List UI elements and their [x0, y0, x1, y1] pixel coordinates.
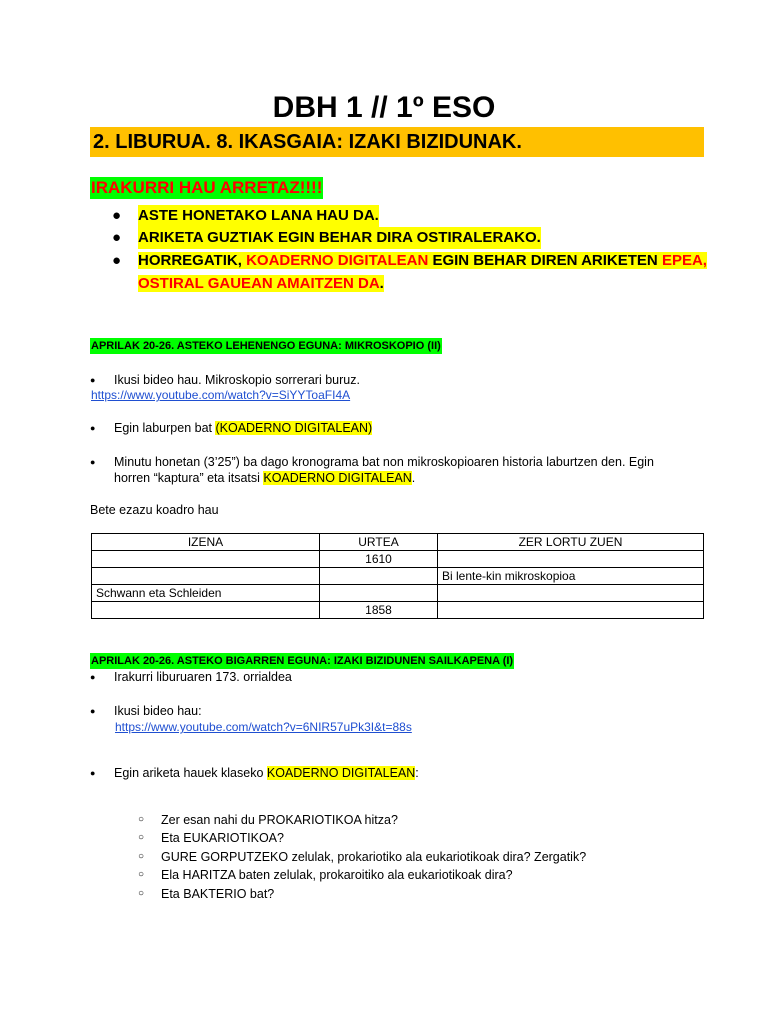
hollow-bullet-icon: ○ [138, 851, 145, 862]
table-header-row [92, 534, 704, 551]
table-cell[interactable] [320, 585, 438, 602]
table-cell[interactable]: Schwann eta Schleiden [92, 585, 320, 602]
bullet-icon: ● [90, 768, 96, 778]
table-cell[interactable] [320, 568, 438, 585]
bullet-icon: ● [112, 207, 122, 224]
table-cell[interactable]: 1858 [320, 602, 438, 619]
intro-bullet-text: ASTE HONETAKO LANA HAU DA. [138, 205, 379, 227]
bullet-icon: ● [112, 229, 122, 246]
warning-heading: IRAKURRI HAU ARRETAZ!!!! [91, 178, 323, 197]
history-table [91, 533, 704, 619]
table-intro: Bete ezazu koadro hau [90, 503, 219, 517]
table-cell[interactable] [92, 602, 320, 619]
youtube-link-2[interactable]: https://www.youtube.com/watch?v=6NIR57uPk3I&t=88s [115, 720, 412, 734]
hollow-bullet-icon: ○ [138, 832, 145, 843]
table-cell[interactable]: Bi lente-kin mikroskopioa [438, 568, 704, 585]
lesson-subtitle: 2. LIBURUA. 8. IKASGAIA: IZAKI BIZIDUNAK. [90, 127, 704, 157]
intro-bullet-text: HORREGATIK, KOADERNO DIGITALEAN EGIN BEHAR DIREN ARIKETEN EPEA, [138, 252, 707, 269]
column-header: IZENA [92, 534, 320, 551]
column-header: ZER LORTU ZUEN [438, 534, 704, 551]
bullet-icon: ● [90, 706, 96, 716]
hollow-bullet-icon: ○ [138, 869, 145, 880]
table-row [92, 551, 704, 568]
table-cell[interactable]: 1610 [320, 551, 438, 568]
youtube-link-1[interactable]: https://www.youtube.com/watch?v=SiYYToaFI4A [91, 388, 351, 402]
table-row [92, 585, 704, 602]
table-cell[interactable] [438, 551, 704, 568]
hollow-bullet-icon: ○ [138, 814, 145, 825]
page-title: DBH 1 // 1º ESO [272, 91, 496, 124]
hollow-bullet-icon: ○ [138, 888, 145, 899]
table-cell[interactable] [438, 585, 704, 602]
table-row [92, 602, 704, 619]
section2-heading: APRILAK 20-26. ASTEKO BIGARREN EGUNA: IZAKI BIZIDUNEN SAILKAPENA (I) [91, 655, 514, 667]
section1-heading: APRILAK 20-26. ASTEKO LEHENENGO EGUNA: MIKROSKOPIO (II) [91, 340, 441, 352]
bullet-icon: ● [90, 423, 96, 433]
table-row [92, 568, 704, 585]
intro-bullet-text: ARIKETA GUZTIAK EGIN BEHAR DIRA OSTIRALERAKO. [138, 227, 541, 249]
bullet-icon: ● [90, 672, 96, 682]
table-cell[interactable] [92, 568, 320, 585]
table-cell[interactable] [92, 551, 320, 568]
table-cell[interactable] [438, 602, 704, 619]
column-header: URTEA [320, 534, 438, 551]
document-page: DBH 1 // 1º ESO 2. LIBURUA. 8. IKASGAIA: IZAKI BIZIDUNAK. IRAKURRI HAU ARRETAZ!!!! ● ASTE HONETAKO LANA HAU DA. ● ARIKETA GUZTIAK EGIN BEHAR DIRA OSTIRALERAKO. ● HORREGATIK, KOADERNO DIGITALEAN EGIN BEHAR DIREN ARIKETEN EPEA, OSTIRAL GAUEAN AMAITZEN DA. APRILAK 20-26. ASTEKO LEHENENGO EGUNA: MIKROSKOPIO (II) ● Ikusi bideo hau. Mikroskopio sorrerari buruz. https://www.youtube.com/watch?v=SiYYToaFI4A ● Egin laburpen bat (KOADERNO DIGITALEAN) ● Minutu honetan (3’25”) ba dago kronograma bat non mikroskopioaren historia laburtzen den. Egin horren “kaptura” eta itsatsi KOADERNO DIGITALEAN. Bete ezazu koadro hau IZENA URTEA ZER LORTU ZUEN 1610 Bi lente-kin mikroskopioa Schwann eta Schleiden 1858 APRILAK 20-26. ASTEKO BIGARREN EGUNA: IZAKI BIZIDUNEN SAILKAPENA (I) ● Irakurri liburuaren 173. orrialdea ● Ikusi bideo hau: https://www.youtube.com/watch?v=6NIR57uPk3I&t=88s ● Egin ariketa hauek klaseko KOADERNO DIGITALEAN: ○ Zer esan nahi du PROKARIOTIKOA hitza? ○ Eta EUKARIOTIKOA? ○ GURE GORPUTZEKO zelulak, prokariotiko ala eukariotikoak dira? Zergatik? ○ Ela HARITZA baten zelulak, prokaroitiko ala eukariotikoak dira? ○ Eta BAKTERIO bat? [0, 0, 768, 1024]
bullet-icon: ● [112, 252, 122, 269]
bullet-icon: ● [90, 375, 96, 385]
bullet-icon: ● [90, 457, 96, 467]
